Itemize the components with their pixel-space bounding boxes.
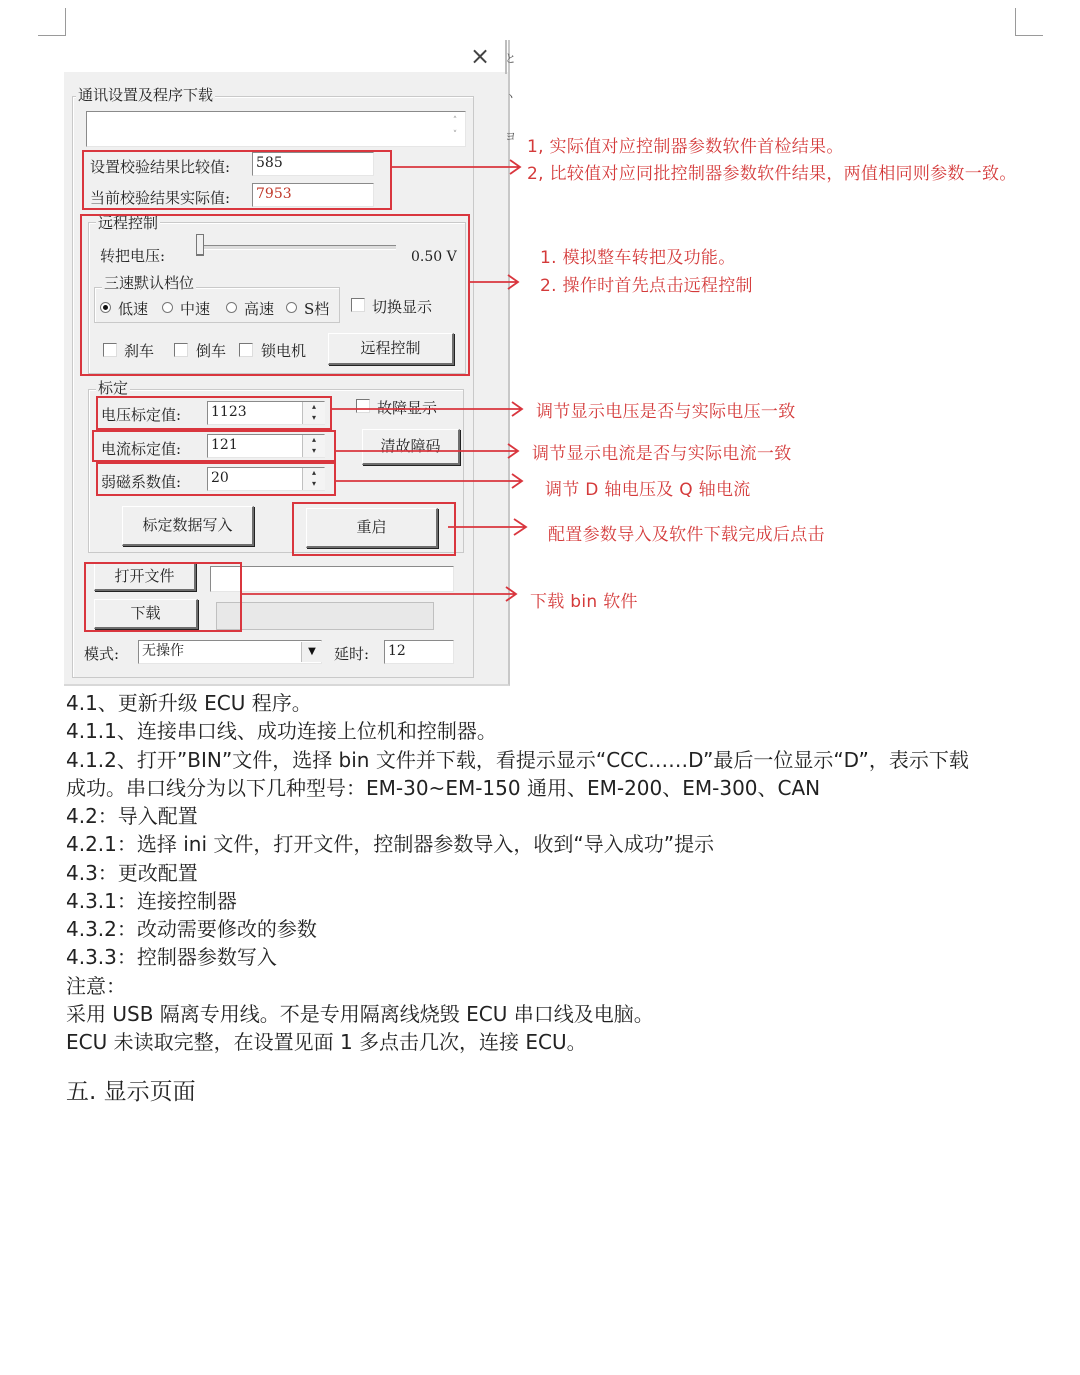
mode-select[interactable]: 无操作 [138,640,322,664]
annotation-dq: 调节 D 轴电压及 Q 轴电流 [545,480,751,500]
doc-line: ECU 未读取完整，在设置见面 1 多点击几次，连接 ECU。 [66,1030,587,1054]
delay-label: 延时: [334,645,370,663]
doc-line: 4.1.2、打开”BIN”文件，选择 bin 文件并下载，看提示显示“CCC……D”最后一位显示“D”，表示下载 [66,748,969,772]
voltage-calib-label: 电压标定值: [101,406,182,424]
voltage-calib-field[interactable]: 1123 [207,401,325,425]
doc-line: 采用 USB 隔离专用线。不是专用隔离线烧毁 ECU 串口线及电脑。 [66,1002,654,1026]
current-spin-icon[interactable]: ▴ ▾ [302,435,325,457]
weak-spin-icon[interactable]: ▴ ▾ [302,468,325,490]
arrow-voltage [332,402,522,416]
write-calibration-button[interactable]: 标定数据写入 [122,506,254,546]
current-calib-field[interactable]: 121 [207,434,325,458]
doc-line: 4.1、更新升级 ECU 程序。 [66,691,312,715]
cropped-side-text: と [505,52,516,65]
open-file-button[interactable]: 打开文件 [94,563,196,591]
weak-field-label: 弱磁系数值: [101,473,182,491]
current-calib-label: 电流标定值: [101,440,182,458]
remote-control-button[interactable]: 远程控制 [328,333,454,365]
compare-value-field[interactable]: 585 [252,152,374,176]
doc-line: 4.3.1：连接控制器 [66,889,237,913]
section-heading: 五. 显示页面 [66,1079,196,1105]
close-icon[interactable]: × [470,42,491,70]
annotation-download: 下载 bin 软件 [530,592,638,612]
clear-fault-button[interactable]: 清故障码 [362,429,460,465]
speed-option-label: 中速 [180,300,211,318]
doc-line: 4.3.2：改动需要修改的参数 [66,917,317,941]
speed-option-label: S档 [304,300,330,318]
cropped-side-text: ヽ [505,90,516,103]
annotation-check-2: 2, 比较值对应同批控制器参数软件结果，两值相同则参数一致。 [527,164,1017,184]
arrow-check [392,160,520,174]
reverse-label: 倒车 [196,342,227,360]
arrow-current [336,444,518,458]
doc-line: 成功。串口线分为以下几种型号：EM-30~EM-150 通用、EM-200、EM-300、CAN [66,776,821,800]
annotation-remote-2: 2. 操作时首先点击远程控制 [540,276,753,296]
speed-gear-group-title: 三速默认档位 [104,274,195,292]
brake-label: 刹车 [124,342,155,360]
calibration-group-title: 标定 [98,379,129,397]
doc-line: 4.3.3：控制器参数写入 [66,945,277,969]
doc-line: 4.1.1、连接串口线、成功连接上位机和控制器。 [66,719,497,743]
annotation-voltage: 调节显示电压是否与实际电压一致 [536,402,796,422]
actual-value-label: 当前校验结果实际值: [90,189,231,207]
doc-line: 4.2：导入配置 [66,804,198,828]
compare-value-label: 设置校验结果比较值: [90,158,231,176]
arrow-dq [336,474,522,488]
speed-option-label: 低速 [118,300,149,318]
annotation-current: 调节显示电流是否与实际电流一致 [532,444,792,464]
remote-control-group-title: 远程控制 [98,214,159,232]
voltage-spin-icon[interactable]: ▴ ▾ [302,402,325,424]
download-button[interactable]: 下载 [94,599,198,629]
arrow-remote [470,275,518,289]
delay-field[interactable]: 12 [384,640,454,664]
fault-display-label: 故障显示 [377,399,438,417]
combo-scroll-icon[interactable]: ˄ ˅ [452,116,458,140]
doc-line: 4.2.1：选择 ini 文件，打开文件，控制器参数导入，收到“导入成功”提示 [66,832,715,856]
toggle-display-label: 切换显示 [372,298,433,316]
mode-label: 模式: [84,645,120,663]
throttle-value: 0.50 V [411,249,457,265]
lock-motor-label: 锁电机 [261,342,307,360]
chevron-down-icon[interactable]: ▼ [301,642,322,662]
throttle-label: 转把电压: [100,247,166,265]
annotation-check-1: 1, 实际值对应控制器参数软件首检结果。 [527,137,844,157]
annotation-remote-1: 1. 模拟整车转把及功能。 [540,248,736,268]
reset-button[interactable]: 重启 [306,508,438,548]
cropped-side-text: ヨ [505,130,516,143]
speed-option-label: 高速 [244,300,275,318]
weak-field-value[interactable]: 20 [207,467,325,491]
arrow-download [242,587,516,601]
comm-settings-group-title: 通讯设置及程序下载 [78,86,214,104]
arrow-reset [448,519,526,535]
doc-line: 注意： [66,974,126,998]
actual-value-field[interactable]: 7953 [252,183,374,207]
doc-line: 4.3：更改配置 [66,861,198,885]
annotation-reset: 配置参数导入及软件下载完成后点击 [548,525,825,545]
